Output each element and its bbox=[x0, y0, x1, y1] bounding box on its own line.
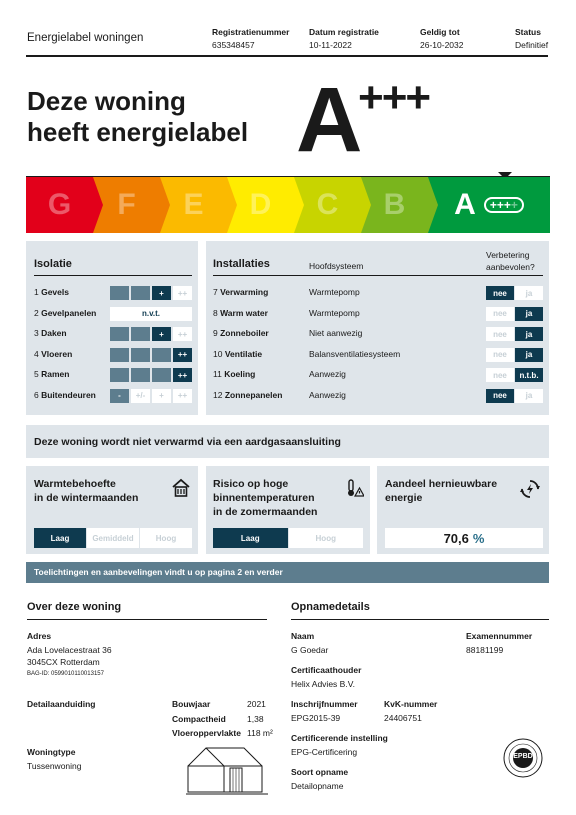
verbetering-nee-badge: nee bbox=[486, 368, 514, 382]
band-chevron bbox=[160, 177, 170, 233]
adres-line-1: Ada Lovelacestraat 36 bbox=[27, 645, 112, 655]
row-name: Gevels bbox=[41, 287, 69, 297]
verbetering-ja-badge: ja bbox=[515, 348, 543, 362]
isolatie-level-cell bbox=[110, 286, 129, 300]
detailaanduiding-label: Detailaanduiding bbox=[27, 699, 96, 709]
isolatie-row-label bbox=[34, 390, 96, 400]
pill-plus-on: +++ bbox=[489, 198, 511, 212]
verbetering-nee-badge: nee bbox=[486, 286, 514, 300]
installatie-row-label bbox=[213, 308, 268, 318]
isolatie-level-cell bbox=[131, 348, 150, 362]
examennummer-label: Examennummer bbox=[466, 631, 533, 641]
isolatie-row-label bbox=[34, 287, 69, 297]
isolatie-level-cell bbox=[131, 286, 150, 300]
opname-divider bbox=[291, 619, 549, 620]
row-name: Koeling bbox=[224, 369, 256, 379]
row-name: Verwarming bbox=[220, 287, 269, 297]
scale-option-laag: Laag bbox=[34, 528, 86, 548]
row-number: 12 bbox=[213, 389, 225, 400]
header-label: Registratienummer bbox=[212, 27, 290, 37]
warmte-title-line-2: in de wintermaanden bbox=[34, 492, 139, 504]
toelichting-strip: Toelichtingen en aanbevelingen vindt u op pagina 2 en verder bbox=[26, 562, 549, 583]
header-status bbox=[515, 27, 548, 50]
certificaathouder-value: Helix Advies B.V. bbox=[291, 679, 355, 689]
energy-label-letter: A bbox=[296, 69, 361, 171]
row-number: 4 bbox=[34, 348, 42, 359]
energy-class-letter: A bbox=[454, 188, 476, 221]
energy-class-plus-pill bbox=[484, 197, 524, 213]
gas-notice-panel bbox=[26, 425, 549, 458]
warmtebehoefte-scale bbox=[34, 528, 192, 548]
verbetering-ja-badge: ja bbox=[515, 327, 543, 341]
woningtype-label: Woningtype bbox=[27, 747, 76, 757]
header-label: Datum registratie bbox=[309, 27, 379, 37]
bag-id: BAG-ID: 0599010110013157 bbox=[27, 671, 104, 677]
about-divider bbox=[27, 619, 267, 620]
verbetering-ja-badge: ja bbox=[515, 286, 543, 300]
band-chevron bbox=[93, 177, 103, 233]
scale-option-hoog: Hoog bbox=[288, 528, 364, 548]
compactheid-value: 1,38 bbox=[247, 714, 264, 724]
isolatie-level-cell: ++ bbox=[173, 389, 192, 403]
row-number: 9 bbox=[213, 328, 221, 338]
warmtebehoefte-title bbox=[34, 477, 138, 505]
hernieuwbaar-title-line-1: Aandeel hernieuwbare bbox=[385, 478, 498, 490]
row-number: 5 bbox=[34, 369, 42, 379]
isolatie-level-cell: + bbox=[152, 327, 171, 341]
bouwjaar-value: 2021 bbox=[247, 699, 266, 709]
isolatie-row-label bbox=[34, 308, 96, 318]
energy-class-band bbox=[26, 177, 550, 233]
installatie-system: Balansventilatiesysteem bbox=[309, 348, 401, 359]
gas-notice-text: Deze woning wordt niet verwarmd via een aardgasaansluiting bbox=[34, 436, 341, 448]
col-verbetering-line-2: aanbevolen? bbox=[486, 262, 535, 272]
terraced-house-illustration bbox=[186, 742, 268, 796]
row-name: Daken bbox=[41, 328, 67, 338]
hernieuwbaar-value-box bbox=[385, 528, 543, 548]
isolatie-level-cell bbox=[110, 327, 129, 341]
row-number: 1 bbox=[34, 287, 42, 297]
energy-class-c bbox=[294, 177, 361, 233]
risico-panel bbox=[206, 466, 370, 554]
header-value: 26-10-2032 bbox=[420, 40, 464, 50]
vloeroppervlakte-value: 118 m² bbox=[247, 728, 273, 738]
scale-option-gemiddeld: Gemiddeld bbox=[86, 528, 139, 548]
row-name: Vloeren bbox=[41, 348, 73, 359]
energy-label-plus: +++ bbox=[358, 73, 430, 122]
verbetering-nee-badge: nee bbox=[486, 389, 514, 403]
energy-class-letter: C bbox=[316, 188, 339, 221]
woningtype-value: Tussenwoning bbox=[27, 761, 82, 771]
isolatie-panel bbox=[26, 241, 198, 415]
isolatie-level-cell bbox=[110, 368, 129, 382]
row-name: Ramen bbox=[41, 369, 70, 379]
verbetering-ja-badge: n.t.b. bbox=[515, 368, 543, 382]
hernieuwbaar-title-line-2: energie bbox=[385, 492, 423, 504]
energy-class-letter: G bbox=[47, 188, 72, 221]
header-value: 10-11-2022 bbox=[309, 40, 352, 50]
energy-class-b bbox=[361, 177, 428, 233]
hernieuwbaar-unit: % bbox=[472, 530, 485, 546]
header-label: Geldig tot bbox=[420, 27, 460, 37]
pill-plus-off: + bbox=[510, 198, 518, 212]
energy-class-g bbox=[26, 177, 93, 233]
naam-label: Naam bbox=[291, 631, 315, 641]
thermometer-warning-icon bbox=[344, 478, 364, 498]
band-chevron bbox=[428, 177, 438, 233]
installatie-row-label bbox=[213, 369, 255, 379]
document-title: Energielabel woningen bbox=[27, 32, 144, 44]
adres-line-2: 3045CX Rotterdam bbox=[27, 657, 100, 667]
isolatie-level-cell: - bbox=[110, 389, 129, 403]
examennummer-value: 88181199 bbox=[466, 645, 504, 655]
risico-title-line-1: Risico op hoge bbox=[213, 478, 289, 490]
verbetering-ja-badge: ja bbox=[515, 307, 543, 321]
bouwjaar-label: Bouwjaar bbox=[172, 699, 211, 709]
row-number: 8 bbox=[213, 307, 221, 318]
compactheid-label: Compactheid bbox=[172, 714, 226, 724]
soort-opname-label: Soort opname bbox=[291, 767, 349, 777]
header-geldig-tot bbox=[420, 27, 463, 50]
installatie-row-label bbox=[213, 328, 269, 338]
installaties-col-verbetering bbox=[486, 249, 535, 273]
house-heating-icon bbox=[171, 478, 191, 498]
verbetering-nee-badge: nee bbox=[486, 327, 514, 341]
header-datum-registratie bbox=[309, 27, 379, 50]
header-registratienummer bbox=[212, 27, 289, 50]
about-title: Over deze woning bbox=[27, 601, 122, 613]
installatie-system: Aanwezig bbox=[309, 369, 346, 379]
energy-class-e bbox=[160, 177, 227, 233]
isolatie-level-cell: +/- bbox=[131, 389, 150, 403]
installaties-title: Installaties bbox=[213, 258, 270, 270]
installatie-system: Aanwezig bbox=[309, 389, 346, 400]
band-chevron bbox=[361, 177, 371, 233]
isolatie-row-label bbox=[34, 369, 69, 379]
installatie-row-label bbox=[213, 349, 262, 359]
installatie-system: Warmtepomp bbox=[309, 307, 360, 318]
row-name: Zonneboiler bbox=[220, 328, 269, 338]
energy-class-f bbox=[93, 177, 160, 233]
isolatie-value-box: n.v.t. bbox=[110, 307, 192, 321]
scale-option-laag: Laag bbox=[213, 528, 288, 548]
scale-option-hoog: Hoog bbox=[139, 528, 192, 548]
isolatie-level-cell: + bbox=[152, 389, 171, 403]
certificerende-instelling-label: Certificerende instelling bbox=[291, 733, 388, 743]
installaties-panel bbox=[206, 241, 549, 415]
row-number: 6 bbox=[34, 389, 42, 400]
inschrijfnummer-label: Inschrijfnummer bbox=[291, 699, 358, 709]
header-value: Definitief bbox=[515, 40, 549, 50]
inschrijfnummer-value: EPG2015-39 bbox=[291, 713, 341, 723]
energy-class-letter: D bbox=[249, 188, 272, 221]
row-name: Gevelpanelen bbox=[41, 307, 97, 318]
isolatie-level-cell bbox=[110, 348, 129, 362]
isolatie-row-label bbox=[34, 349, 72, 359]
certificaathouder-label: Certificaathouder bbox=[291, 665, 362, 675]
isolatie-level-cell: ++ bbox=[173, 327, 192, 341]
row-number: 10 bbox=[213, 348, 225, 359]
header-value: 635348457 bbox=[212, 40, 255, 50]
row-number: 2 bbox=[34, 307, 42, 318]
row-name: Zonnepanelen bbox=[224, 389, 283, 400]
energy-class-letter: E bbox=[183, 188, 204, 221]
installatie-row-label bbox=[213, 390, 282, 400]
energy-class-letter: B bbox=[383, 188, 406, 221]
risico-title bbox=[213, 477, 317, 519]
risico-title-line-2: binnentemperaturen bbox=[213, 492, 315, 504]
epbd-seal-text: EPBD bbox=[513, 753, 533, 760]
energy-class-letter: F bbox=[117, 188, 136, 221]
row-number: 3 bbox=[34, 328, 42, 338]
epbd-seal bbox=[502, 737, 544, 779]
soort-opname-value: Detailopname bbox=[291, 781, 344, 791]
isolatie-level-cell bbox=[152, 348, 171, 362]
row-number: 11 bbox=[213, 369, 225, 379]
risico-scale bbox=[213, 528, 363, 548]
isolatie-title: Isolatie bbox=[34, 258, 72, 270]
risico-title-line-3: in de zomermaanden bbox=[213, 506, 318, 518]
verbetering-nee-badge: nee bbox=[486, 348, 514, 362]
hernieuwbaar-panel bbox=[377, 466, 549, 554]
verbetering-nee-badge: nee bbox=[486, 307, 514, 321]
installatie-system: Warmtepomp bbox=[309, 287, 360, 297]
hernieuwbaar-title bbox=[385, 477, 497, 505]
isolatie-level-cell: ++ bbox=[173, 348, 192, 362]
isolatie-level-cell bbox=[131, 368, 150, 382]
band-chevron bbox=[294, 177, 304, 233]
energy-label-big bbox=[296, 69, 430, 171]
row-name: Warm water bbox=[220, 307, 268, 318]
headline-line-1: Deze woning bbox=[27, 86, 186, 116]
row-number: 7 bbox=[213, 287, 221, 297]
headline bbox=[27, 86, 307, 148]
isolatie-row-label bbox=[34, 328, 67, 338]
header-label: Status bbox=[515, 27, 541, 37]
isolatie-level-cell: ++ bbox=[173, 368, 192, 382]
vloeroppervlakte-label: Vloeroppervlakte bbox=[172, 728, 241, 738]
kvk-value: 24406751 bbox=[384, 713, 422, 723]
warmte-title-line-1: Warmtebehoefte bbox=[34, 478, 116, 490]
isolatie-level-cell bbox=[152, 368, 171, 382]
naam-value: G Goedar bbox=[291, 645, 329, 655]
verbetering-ja-badge: ja bbox=[515, 389, 543, 403]
installatie-system: Niet aanwezig bbox=[309, 328, 363, 338]
installaties-divider bbox=[213, 275, 543, 276]
header-divider bbox=[26, 55, 548, 57]
band-chevron bbox=[227, 177, 237, 233]
isolatie-level-cell bbox=[131, 327, 150, 341]
opname-title: Opnamedetails bbox=[291, 601, 370, 613]
installatie-row-label bbox=[213, 287, 268, 297]
hernieuwbaar-value: 70,6 bbox=[443, 530, 469, 546]
row-name: Ventilatie bbox=[224, 348, 263, 359]
renewable-cycle-icon bbox=[519, 478, 541, 500]
isolatie-level-cell: ++ bbox=[173, 286, 192, 300]
col-verbetering-line-1: Verbetering bbox=[486, 250, 530, 260]
certificerende-instelling-value: EPG-Certificering bbox=[291, 747, 358, 757]
warmtebehoefte-panel bbox=[26, 466, 198, 554]
kvk-label: KvK-nummer bbox=[384, 699, 438, 709]
energy-class-d bbox=[227, 177, 294, 233]
installaties-col-hoofdsysteem: Hoofdsysteem bbox=[309, 261, 364, 271]
adres-label: Adres bbox=[27, 631, 52, 641]
isolatie-divider bbox=[34, 275, 192, 276]
energy-class-a bbox=[428, 177, 550, 233]
headline-line-2: heeft energielabel bbox=[27, 117, 249, 147]
row-name: Buitendeuren bbox=[41, 389, 96, 400]
isolatie-level-cell: + bbox=[152, 286, 171, 300]
